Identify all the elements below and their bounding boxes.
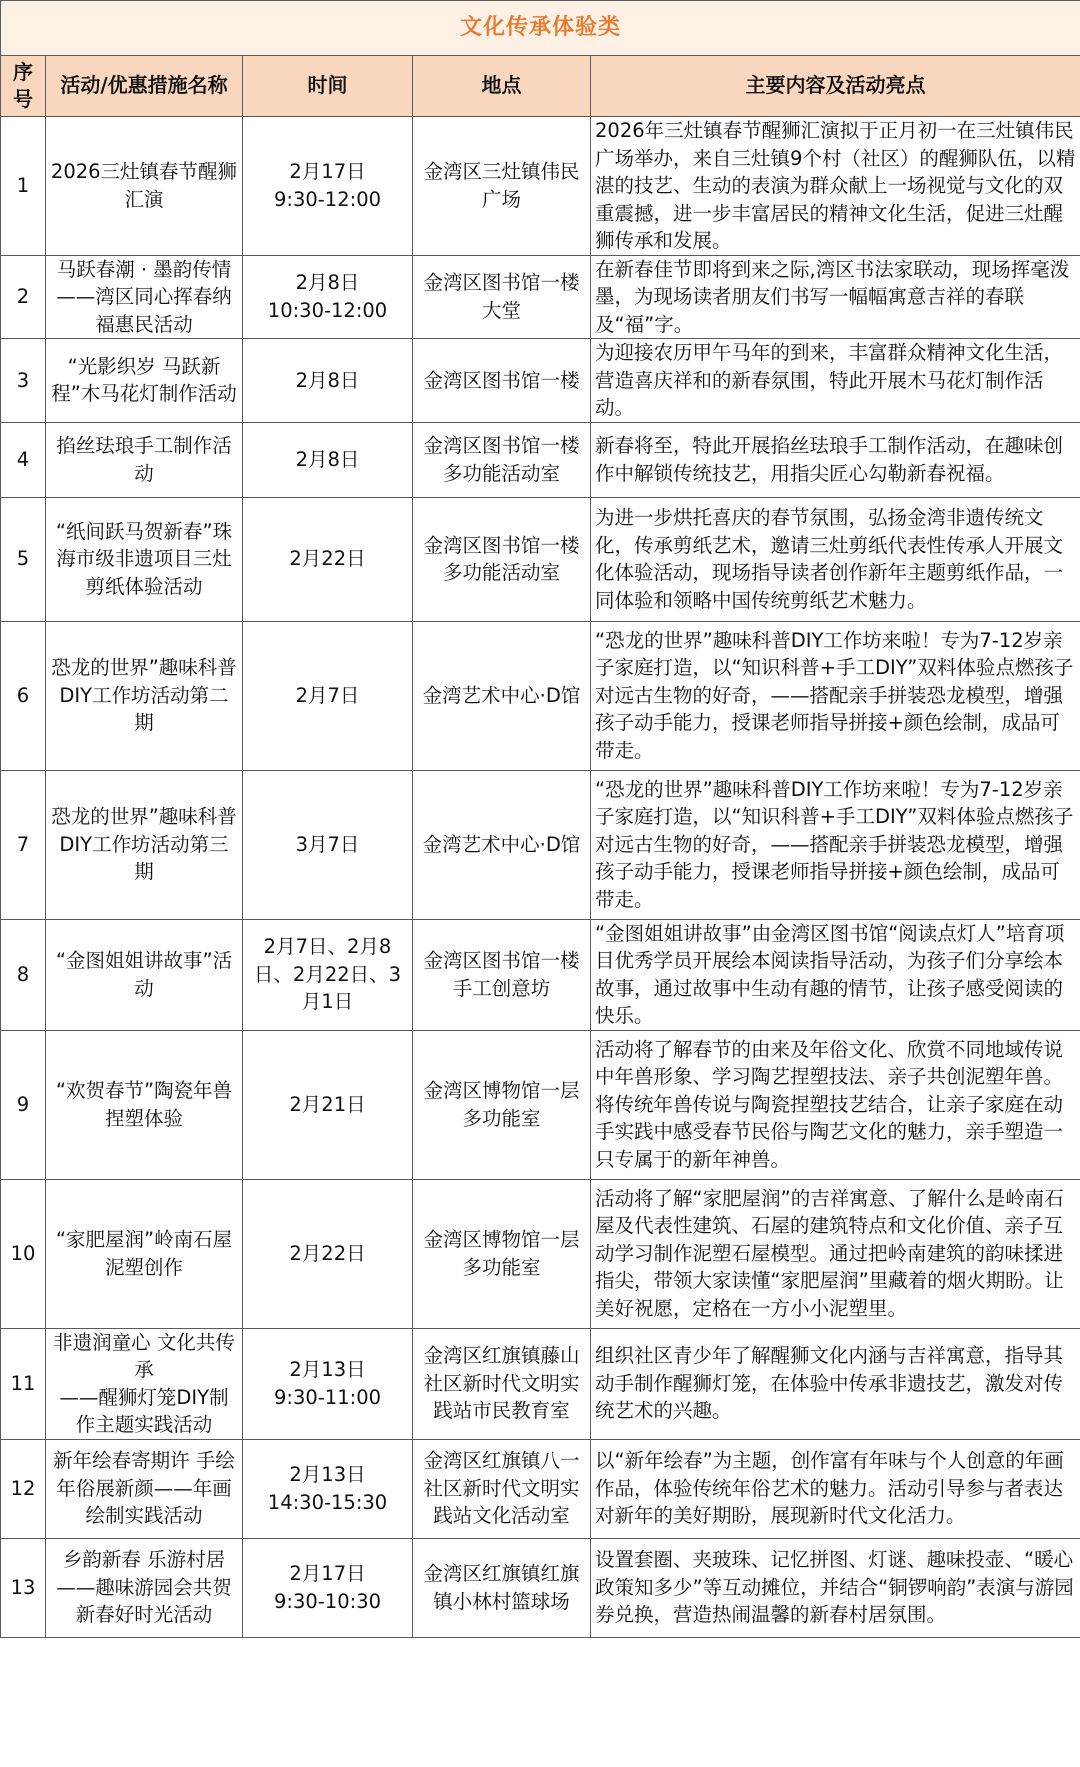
cell-content: 组织社区青少年了解醒狮文化内涵与吉祥寓意，指导其动手制作醒狮灯笼，在体验中传承非遗技艺，激发对传统艺术的兴趣。 bbox=[591, 1328, 1080, 1439]
cell-content: 活动将了解“家肥屋润”的吉祥寓意、了解什么是岭南石屋及代表性建筑、石屋的建筑特点和文化价值、亲子互动学习制作泥塑石屋模型。通过把岭南建筑的韵味揉进指尖，带领大家读懂“家肥屋润”里藏着的烟火期盼。让美好祝愿，定格在一方小小泥塑里。 bbox=[591, 1179, 1080, 1328]
cell-content: 新春将至，特此开展掐丝珐琅手工制作活动，在趣味创作中解锁传统技艺，用指尖匠心勾勒新春祝福。 bbox=[591, 422, 1080, 497]
cell-no: 11 bbox=[1, 1328, 46, 1439]
cell-no: 7 bbox=[1, 770, 46, 919]
cell-no: 2 bbox=[1, 255, 46, 339]
cell-no: 10 bbox=[1, 1179, 46, 1328]
header-place: 地点 bbox=[413, 56, 591, 117]
cell-no: 1 bbox=[1, 117, 46, 256]
cell-activity-name: 新年绘春寄期许 手绘年俗展新颜——年画绘制实践活动 bbox=[46, 1439, 243, 1538]
cell-time: 2月7日 bbox=[243, 621, 413, 770]
cell-no: 5 bbox=[1, 497, 46, 621]
table-row bbox=[1, 621, 1080, 770]
table-row bbox=[1, 1179, 1080, 1328]
table-row bbox=[1, 1328, 1080, 1439]
cell-time: 2月17日 9:30-12:00 bbox=[243, 117, 413, 256]
table-row bbox=[1, 339, 1080, 423]
table-row bbox=[1, 1538, 1080, 1637]
cell-time: 2月22日 bbox=[243, 497, 413, 621]
header-content: 主要内容及活动亮点 bbox=[591, 56, 1080, 117]
table-row bbox=[1, 1030, 1080, 1179]
table-row bbox=[1, 117, 1080, 256]
header-row bbox=[1, 56, 1080, 117]
cell-no: 6 bbox=[1, 621, 46, 770]
table-row bbox=[1, 770, 1080, 919]
cell-no: 9 bbox=[1, 1030, 46, 1179]
cell-activity-name: 马跃春潮 · 墨韵传情——湾区同心挥春纳福惠民活动 bbox=[46, 255, 243, 339]
table-row bbox=[1, 422, 1080, 497]
cell-place: 金湾区三灶镇伟民广场 bbox=[413, 117, 591, 256]
table-row bbox=[1, 919, 1080, 1030]
cell-content: 活动将了解春节的由来及年俗文化、欣赏不同地域传说中年兽形象、学习陶艺捏塑技法、亲子共创泥塑年兽。将传统年兽传说与陶瓷捏塑技艺结合，让亲子家庭在动手实践中感受春节民俗与陶艺文化的魅力，亲手塑造一只专属于的新年神兽。 bbox=[591, 1030, 1080, 1179]
cell-content: “恐龙的世界”趣味科普DIY工作坊来啦！专为7-12岁亲子家庭打造，以“知识科普+手工DIY”双料体验点燃孩子对远古生物的好奇，——搭配亲手拼装恐龙模型，增强孩子动手能力，授课老师指导拼接+颜色绘制，成品可带走。 bbox=[591, 621, 1080, 770]
cell-place: 金湾区图书馆一楼手工创意坊 bbox=[413, 919, 591, 1030]
cell-place: 金湾区红旗镇八一社区新时代文明实践站文化活动室 bbox=[413, 1439, 591, 1538]
cell-activity-name: “家肥屋润”岭南石屋泥塑创作 bbox=[46, 1179, 243, 1328]
cell-content: 在新春佳节即将到来之际,湾区书法家联动，现场挥毫泼墨，为现场读者朋友们书写一幅幅寓意吉祥的春联及“福”字。 bbox=[591, 255, 1080, 339]
cell-place: 金湾区图书馆一楼多功能活动室 bbox=[413, 497, 591, 621]
cell-no: 12 bbox=[1, 1439, 46, 1538]
header-no: 序号 bbox=[1, 56, 46, 117]
cell-activity-name: “纸间跃马贺新春”珠海市级非遗项目三灶剪纸体验活动 bbox=[46, 497, 243, 621]
cell-content: “金图姐姐讲故事”由金湾区图书馆“阅读点灯人”培育项目优秀学员开展绘本阅读指导活动，为孩子们分享绘本故事，通过故事中生动有趣的情节，让孩子感受阅读的快乐。 bbox=[591, 919, 1080, 1030]
cell-no: 4 bbox=[1, 422, 46, 497]
cell-place: 金湾区图书馆一楼多功能活动室 bbox=[413, 422, 591, 497]
cell-activity-name: “金图姐姐讲故事”活动 bbox=[46, 919, 243, 1030]
cell-activity-name: 掐丝珐琅手工制作活动 bbox=[46, 422, 243, 497]
cell-no: 13 bbox=[1, 1538, 46, 1637]
cell-time: 2月21日 bbox=[243, 1030, 413, 1179]
cell-activity-name: “光影织岁 马跃新程”木马花灯制作活动 bbox=[46, 339, 243, 423]
cell-time: 2月22日 bbox=[243, 1179, 413, 1328]
cell-place: 金湾艺术中心·D馆 bbox=[413, 770, 591, 919]
header-time: 时间 bbox=[243, 56, 413, 117]
cell-time: 2月8日 10:30-12:00 bbox=[243, 255, 413, 339]
cell-activity-name: 恐龙的世界”趣味科普DIY工作坊活动第三期 bbox=[46, 770, 243, 919]
cell-time: 2月13日 14:30-15:30 bbox=[243, 1439, 413, 1538]
cell-content: 以“新年绘春”为主题，创作富有年味与个人创意的年画作品，体验传统年俗艺术的魅力。活动引导参与者表达对新年的美好期盼，展现新时代文化活力。 bbox=[591, 1439, 1080, 1538]
cell-place: 金湾艺术中心·D馆 bbox=[413, 621, 591, 770]
cell-content: 2026年三灶镇春节醒狮汇演拟于正月初一在三灶镇伟民广场举办，来自三灶镇9个村（社区）的醒狮队伍，以精湛的技艺、生动的表演为群众献上一场视觉与文化的双重震撼，进一步丰富居民的精神文化生活，促进三灶醒狮传承和发展。 bbox=[591, 117, 1080, 256]
cell-time: 2月8日 bbox=[243, 422, 413, 497]
table-row bbox=[1, 255, 1080, 339]
cell-place: 金湾区红旗镇藤山社区新时代文明实践站市民教育室 bbox=[413, 1328, 591, 1439]
cell-activity-name: 非遗润童心 文化共传承 ——醒狮灯笼DIY制作主题实践活动 bbox=[46, 1328, 243, 1439]
cell-time: 2月7日、2月8日、2月22日、3月1日 bbox=[243, 919, 413, 1030]
cell-place: 金湾区博物馆一层多功能室 bbox=[413, 1030, 591, 1179]
cell-time: 2月13日 9:30-11:00 bbox=[243, 1328, 413, 1439]
cell-content: 为进一步烘托喜庆的春节氛围，弘扬金湾非遗传统文化，传承剪纸艺术，邀请三灶剪纸代表性传承人开展文化体验活动，现场指导读者创作新年主题剪纸作品，一同体验和领略中国传统剪纸艺术魅力。 bbox=[591, 497, 1080, 621]
cell-place: 金湾区红旗镇红旗镇小林村篮球场 bbox=[413, 1538, 591, 1637]
cell-time: 2月8日 bbox=[243, 339, 413, 423]
cell-content: 为迎接农历甲午马年的到来，丰富群众精神文化生活，营造喜庆祥和的新春氛围，特此开展木马花灯制作活动。 bbox=[591, 339, 1080, 423]
cell-activity-name: 乡韵新春 乐游村居 ——趣味游园会共贺新春好时光活动 bbox=[46, 1538, 243, 1637]
title-row bbox=[1, 1, 1080, 56]
table-title: 文化传承体验类 bbox=[1, 1, 1080, 56]
cell-no: 3 bbox=[1, 339, 46, 423]
cell-place: 金湾区博物馆一层多功能室 bbox=[413, 1179, 591, 1328]
cell-activity-name: “欢贺春节”陶瓷年兽捏塑体验 bbox=[46, 1030, 243, 1179]
cell-activity-name: 2026三灶镇春节醒狮汇演 bbox=[46, 117, 243, 256]
cell-time: 3月7日 bbox=[243, 770, 413, 919]
header-name: 活动/优惠措施名称 bbox=[46, 56, 243, 117]
cell-place: 金湾区图书馆一楼 bbox=[413, 339, 591, 423]
cell-activity-name: 恐龙的世界”趣味科普DIY工作坊活动第二期 bbox=[46, 621, 243, 770]
cell-content: 设置套圈、夹玻珠、记忆拼图、灯谜、趣味投壶、“暖心政策知多少”等互动摊位，并结合“铜锣响韵”表演与游园券兑换，营造热闹温馨的新春村居氛围。 bbox=[591, 1538, 1080, 1637]
cell-place: 金湾区图书馆一楼大堂 bbox=[413, 255, 591, 339]
table-row bbox=[1, 497, 1080, 621]
cell-no: 8 bbox=[1, 919, 46, 1030]
table-row bbox=[1, 1439, 1080, 1538]
cell-content: “恐龙的世界”趣味科普DIY工作坊来啦！专为7-12岁亲子家庭打造，以“知识科普+手工DIY”双料体验点燃孩子对远古生物的好奇，——搭配亲手拼装恐龙模型，增强孩子动手能力，授课老师指导拼接+颜色绘制，成品可带走。 bbox=[591, 770, 1080, 919]
cell-time: 2月17日 9:30-10:30 bbox=[243, 1538, 413, 1637]
